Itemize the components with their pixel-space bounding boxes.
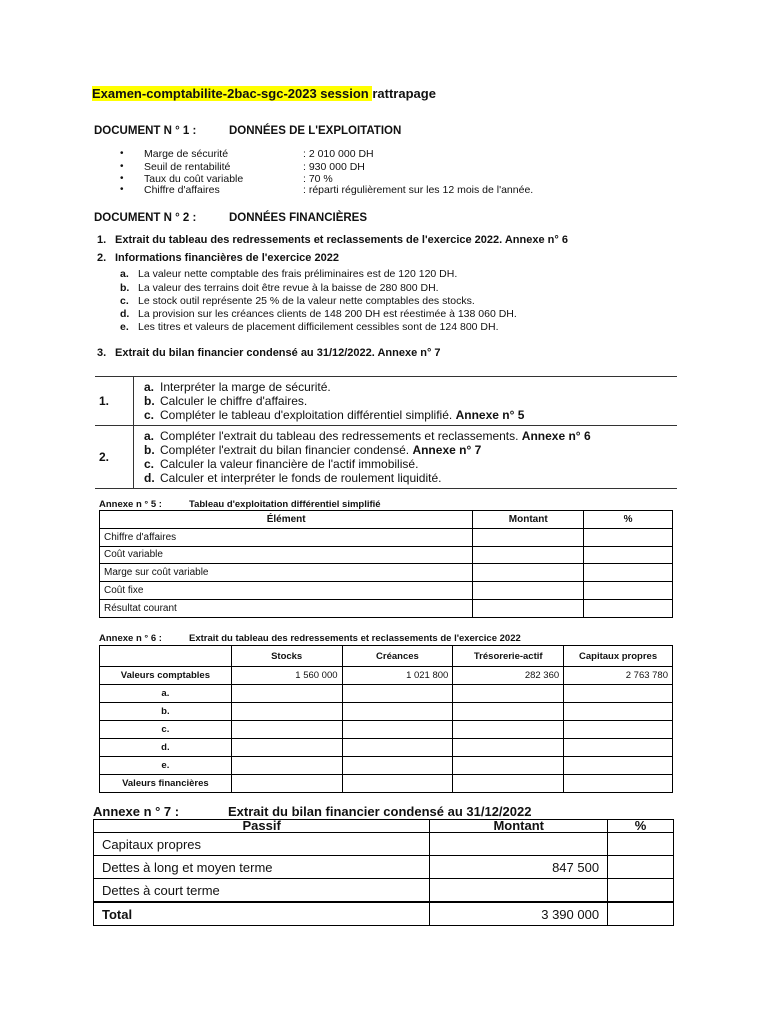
question-items (134, 377, 678, 426)
montant-cell[interactable] (473, 546, 584, 564)
value-cell[interactable] (231, 739, 342, 757)
annexe5-table (99, 510, 673, 618)
annexe7-heading (93, 804, 532, 819)
value-cell[interactable] (342, 721, 453, 739)
question-letter: b. (144, 443, 155, 457)
question-block (95, 426, 677, 489)
value-cell: 1 021 800 (342, 667, 453, 685)
table-row (100, 599, 673, 617)
annexe7-label: Annexe n ° 7 : (93, 804, 180, 819)
value-cell: 1 560 000 (231, 667, 342, 685)
doc1-item-label: Marge de sécurité (144, 148, 229, 160)
annexe7-table (93, 819, 674, 926)
annex-reference: Annexe n° 5 (455, 408, 525, 422)
row-label: Chiffre d'affaires (100, 528, 473, 546)
question-line (144, 408, 677, 422)
value-cell[interactable] (564, 685, 673, 703)
question-number: 2. (95, 426, 134, 489)
info-text: La valeur nette comptable des frais préliminaires est de 120 120 DH. (138, 268, 458, 280)
table-row (100, 775, 673, 793)
column-header: Montant (430, 820, 608, 833)
value-cell: 2 763 780 (564, 667, 673, 685)
row-label: Coût fixe (100, 582, 473, 600)
table-header-row (100, 646, 673, 667)
doc2-heading (94, 212, 368, 224)
montant-cell[interactable] (430, 879, 608, 903)
doc1-item-value: : réparti régulièrement sur les 12 mois de l'année. (303, 184, 534, 196)
percent-cell[interactable] (584, 546, 673, 564)
question-text: Calculer la valeur financière de l'actif immobilisé. (160, 457, 419, 471)
column-header: Montant (473, 511, 584, 529)
question-text: Interpréter la marge de sécurité. (160, 380, 331, 394)
value-cell[interactable] (453, 703, 564, 721)
info-letter: a. (120, 268, 129, 280)
question-letter: d. (144, 471, 155, 485)
value-cell[interactable] (564, 739, 673, 757)
table-row (100, 528, 673, 546)
annexe6-label: Annexe n ° 6 : (99, 633, 162, 644)
total-montant: 3 390 000 (430, 902, 608, 926)
column-header: Stocks (231, 646, 342, 667)
questions-table (95, 376, 677, 489)
row-label: c. (100, 721, 232, 739)
question-items (134, 426, 678, 489)
percent-cell[interactable] (608, 856, 674, 879)
point-number: 3. (97, 347, 107, 359)
info-letter: b. (120, 282, 130, 294)
montant-cell[interactable] (473, 582, 584, 600)
annex-reference: Annexe n° 6 (521, 429, 591, 443)
row-label: Dettes à long et moyen terme (94, 856, 430, 879)
annexe5-title: Tableau d'exploitation différentiel simplifié (189, 499, 381, 510)
row-label: Capitaux propres (94, 833, 430, 856)
doc1-item-label: Chiffre d'affaires (144, 184, 220, 196)
question-line (144, 457, 677, 471)
question-number: 1. (95, 377, 134, 426)
column-header: Élément (100, 511, 473, 529)
value-cell[interactable] (342, 739, 453, 757)
table-row (94, 833, 674, 856)
annexe6-heading (99, 633, 521, 644)
table-header-row (94, 820, 674, 833)
row-label: Valeurs comptables (100, 667, 232, 685)
point-text: Informations financières de l'exercice 2022 (115, 252, 339, 264)
table-row (100, 667, 673, 685)
doc1-item-label: Seuil de rentabilité (144, 161, 231, 173)
doc1-item-value: : 70 % (303, 173, 333, 185)
row-label: e. (100, 757, 232, 775)
doc1-item-value: : 930 000 DH (303, 161, 365, 173)
montant-cell[interactable] (473, 528, 584, 546)
value-cell: 282 360 (453, 667, 564, 685)
table-row (100, 564, 673, 582)
info-letter: e. (120, 321, 129, 333)
annexe5-heading (99, 499, 381, 510)
point-number: 1. (97, 234, 107, 246)
table-header-row (100, 511, 673, 529)
question-letter: b. (144, 394, 155, 408)
montant-cell[interactable] (430, 833, 608, 856)
montant-cell[interactable] (473, 564, 584, 582)
total-label: Total (94, 902, 430, 926)
question-line (144, 471, 677, 485)
value-cell[interactable] (564, 757, 673, 775)
document-title (92, 86, 436, 101)
question-text: Calculer le chiffre d'affaires. (160, 394, 308, 408)
title-highlighted: Examen-comptabilite-2bac-sgc-2023 session (92, 86, 373, 101)
row-label: Valeurs financières (100, 775, 232, 793)
value-cell[interactable] (564, 721, 673, 739)
value-cell[interactable] (564, 775, 673, 793)
info-letter: c. (120, 295, 129, 307)
title-rest: rattrapage (372, 86, 436, 101)
doc1-label: DOCUMENT N ° 1 : (94, 125, 197, 137)
column-header: Trésorerie-actif (453, 646, 564, 667)
value-cell[interactable] (231, 775, 342, 793)
value-cell[interactable] (453, 739, 564, 757)
point-text: Extrait du tableau des redressements et reclassements de l'exercice 2022. Annexe n° 6 (115, 234, 568, 246)
column-header: % (584, 511, 673, 529)
row-label: Marge sur coût variable (100, 564, 473, 582)
doc2-title: DONNÉES FINANCIÈRES (229, 212, 368, 224)
column-header: Passif (94, 820, 430, 833)
row-label: d. (100, 739, 232, 757)
percent-cell[interactable] (608, 879, 674, 903)
table-total-row (94, 902, 674, 926)
row-label: Coût variable (100, 546, 473, 564)
row-label: a. (100, 685, 232, 703)
row-label: b. (100, 703, 232, 721)
row-label: Résultat courant (100, 599, 473, 617)
info-text: La valeur des terrains doit être revue à la baisse de 280 800 DH. (138, 282, 439, 294)
question-letter: a. (144, 429, 155, 443)
question-line (144, 394, 677, 408)
info-text: Les titres et valeurs de placement difficilement cessibles sont de 124 800 DH. (138, 321, 499, 333)
row-label: Dettes à court terme (94, 879, 430, 903)
table-row (100, 582, 673, 600)
table-row (100, 721, 673, 739)
doc2-label: DOCUMENT N ° 2 : (94, 212, 197, 224)
bullet-icon: • (120, 184, 124, 195)
value-cell[interactable] (453, 775, 564, 793)
value-cell[interactable] (564, 703, 673, 721)
question-letter: c. (144, 457, 155, 471)
value-cell[interactable] (453, 757, 564, 775)
value-cell[interactable] (342, 757, 453, 775)
value-cell[interactable] (342, 703, 453, 721)
annex-reference: Annexe n° 7 (412, 443, 482, 457)
value-cell[interactable] (231, 703, 342, 721)
value-cell[interactable] (453, 685, 564, 703)
table-row (94, 879, 674, 903)
doc1-heading (94, 125, 402, 137)
question-letter: a. (144, 380, 155, 394)
column-header: % (608, 820, 674, 833)
bullet-icon: • (120, 148, 124, 159)
montant-cell[interactable] (473, 599, 584, 617)
question-line (144, 443, 677, 457)
percent-cell[interactable] (584, 528, 673, 546)
table-row (100, 546, 673, 564)
bullet-icon: • (120, 161, 124, 172)
info-text: Le stock outil représente 25 % de la valeur nette comptables des stocks. (138, 295, 475, 307)
annexe5-label: Annexe n ° 5 : (99, 499, 162, 510)
table-row (100, 739, 673, 757)
question-block (95, 377, 677, 426)
table-row (100, 703, 673, 721)
value-cell[interactable] (231, 685, 342, 703)
percent-cell[interactable] (584, 599, 673, 617)
question-text: Compléter l'extrait du bilan financier condensé. (160, 443, 413, 457)
annexe7-title: Extrait du bilan financier condensé au 31/12/2022 (228, 804, 532, 819)
question-text: Compléter le tableau d'exploitation différentiel simplifié. (160, 408, 456, 422)
percent-cell[interactable] (584, 582, 673, 600)
question-letter: c. (144, 408, 155, 422)
annexe6-table (99, 645, 673, 793)
percent-cell[interactable] (584, 564, 673, 582)
info-letter: d. (120, 308, 130, 320)
bullet-icon: • (120, 173, 124, 184)
value-cell[interactable] (342, 775, 453, 793)
question-text: Compléter l'extrait du tableau des redressements et reclassements. (160, 429, 522, 443)
montant-cell: 847 500 (430, 856, 608, 879)
percent-cell[interactable] (608, 833, 674, 856)
annexe6-title: Extrait du tableau des redressements et reclassements de l'exercice 2022 (189, 633, 521, 644)
info-text: La provision sur les créances clients de 148 200 DH est réestimée à 138 060 DH. (138, 308, 517, 320)
doc1-item-label: Taux du coût variable (144, 173, 244, 185)
question-line (144, 429, 677, 443)
question-line (144, 380, 677, 394)
value-cell[interactable] (231, 757, 342, 775)
doc1-item-value: : 2 010 000 DH (303, 148, 374, 160)
value-cell[interactable] (342, 685, 453, 703)
percent-cell[interactable] (608, 902, 674, 926)
column-header: Capitaux propres (564, 646, 673, 667)
column-header: Créances (342, 646, 453, 667)
table-row (100, 757, 673, 775)
table-row (94, 856, 674, 879)
point-text: Extrait du bilan financier condensé au 31/12/2022. Annexe n° 7 (115, 347, 441, 359)
table-row (100, 685, 673, 703)
value-cell[interactable] (453, 721, 564, 739)
point-number: 2. (97, 252, 107, 264)
question-text: Calculer et interpréter le fonds de roulement liquidité. (160, 471, 442, 485)
doc1-title: DONNÉES DE L'EXPLOITATION (229, 125, 402, 137)
column-header (100, 646, 232, 667)
value-cell[interactable] (231, 721, 342, 739)
